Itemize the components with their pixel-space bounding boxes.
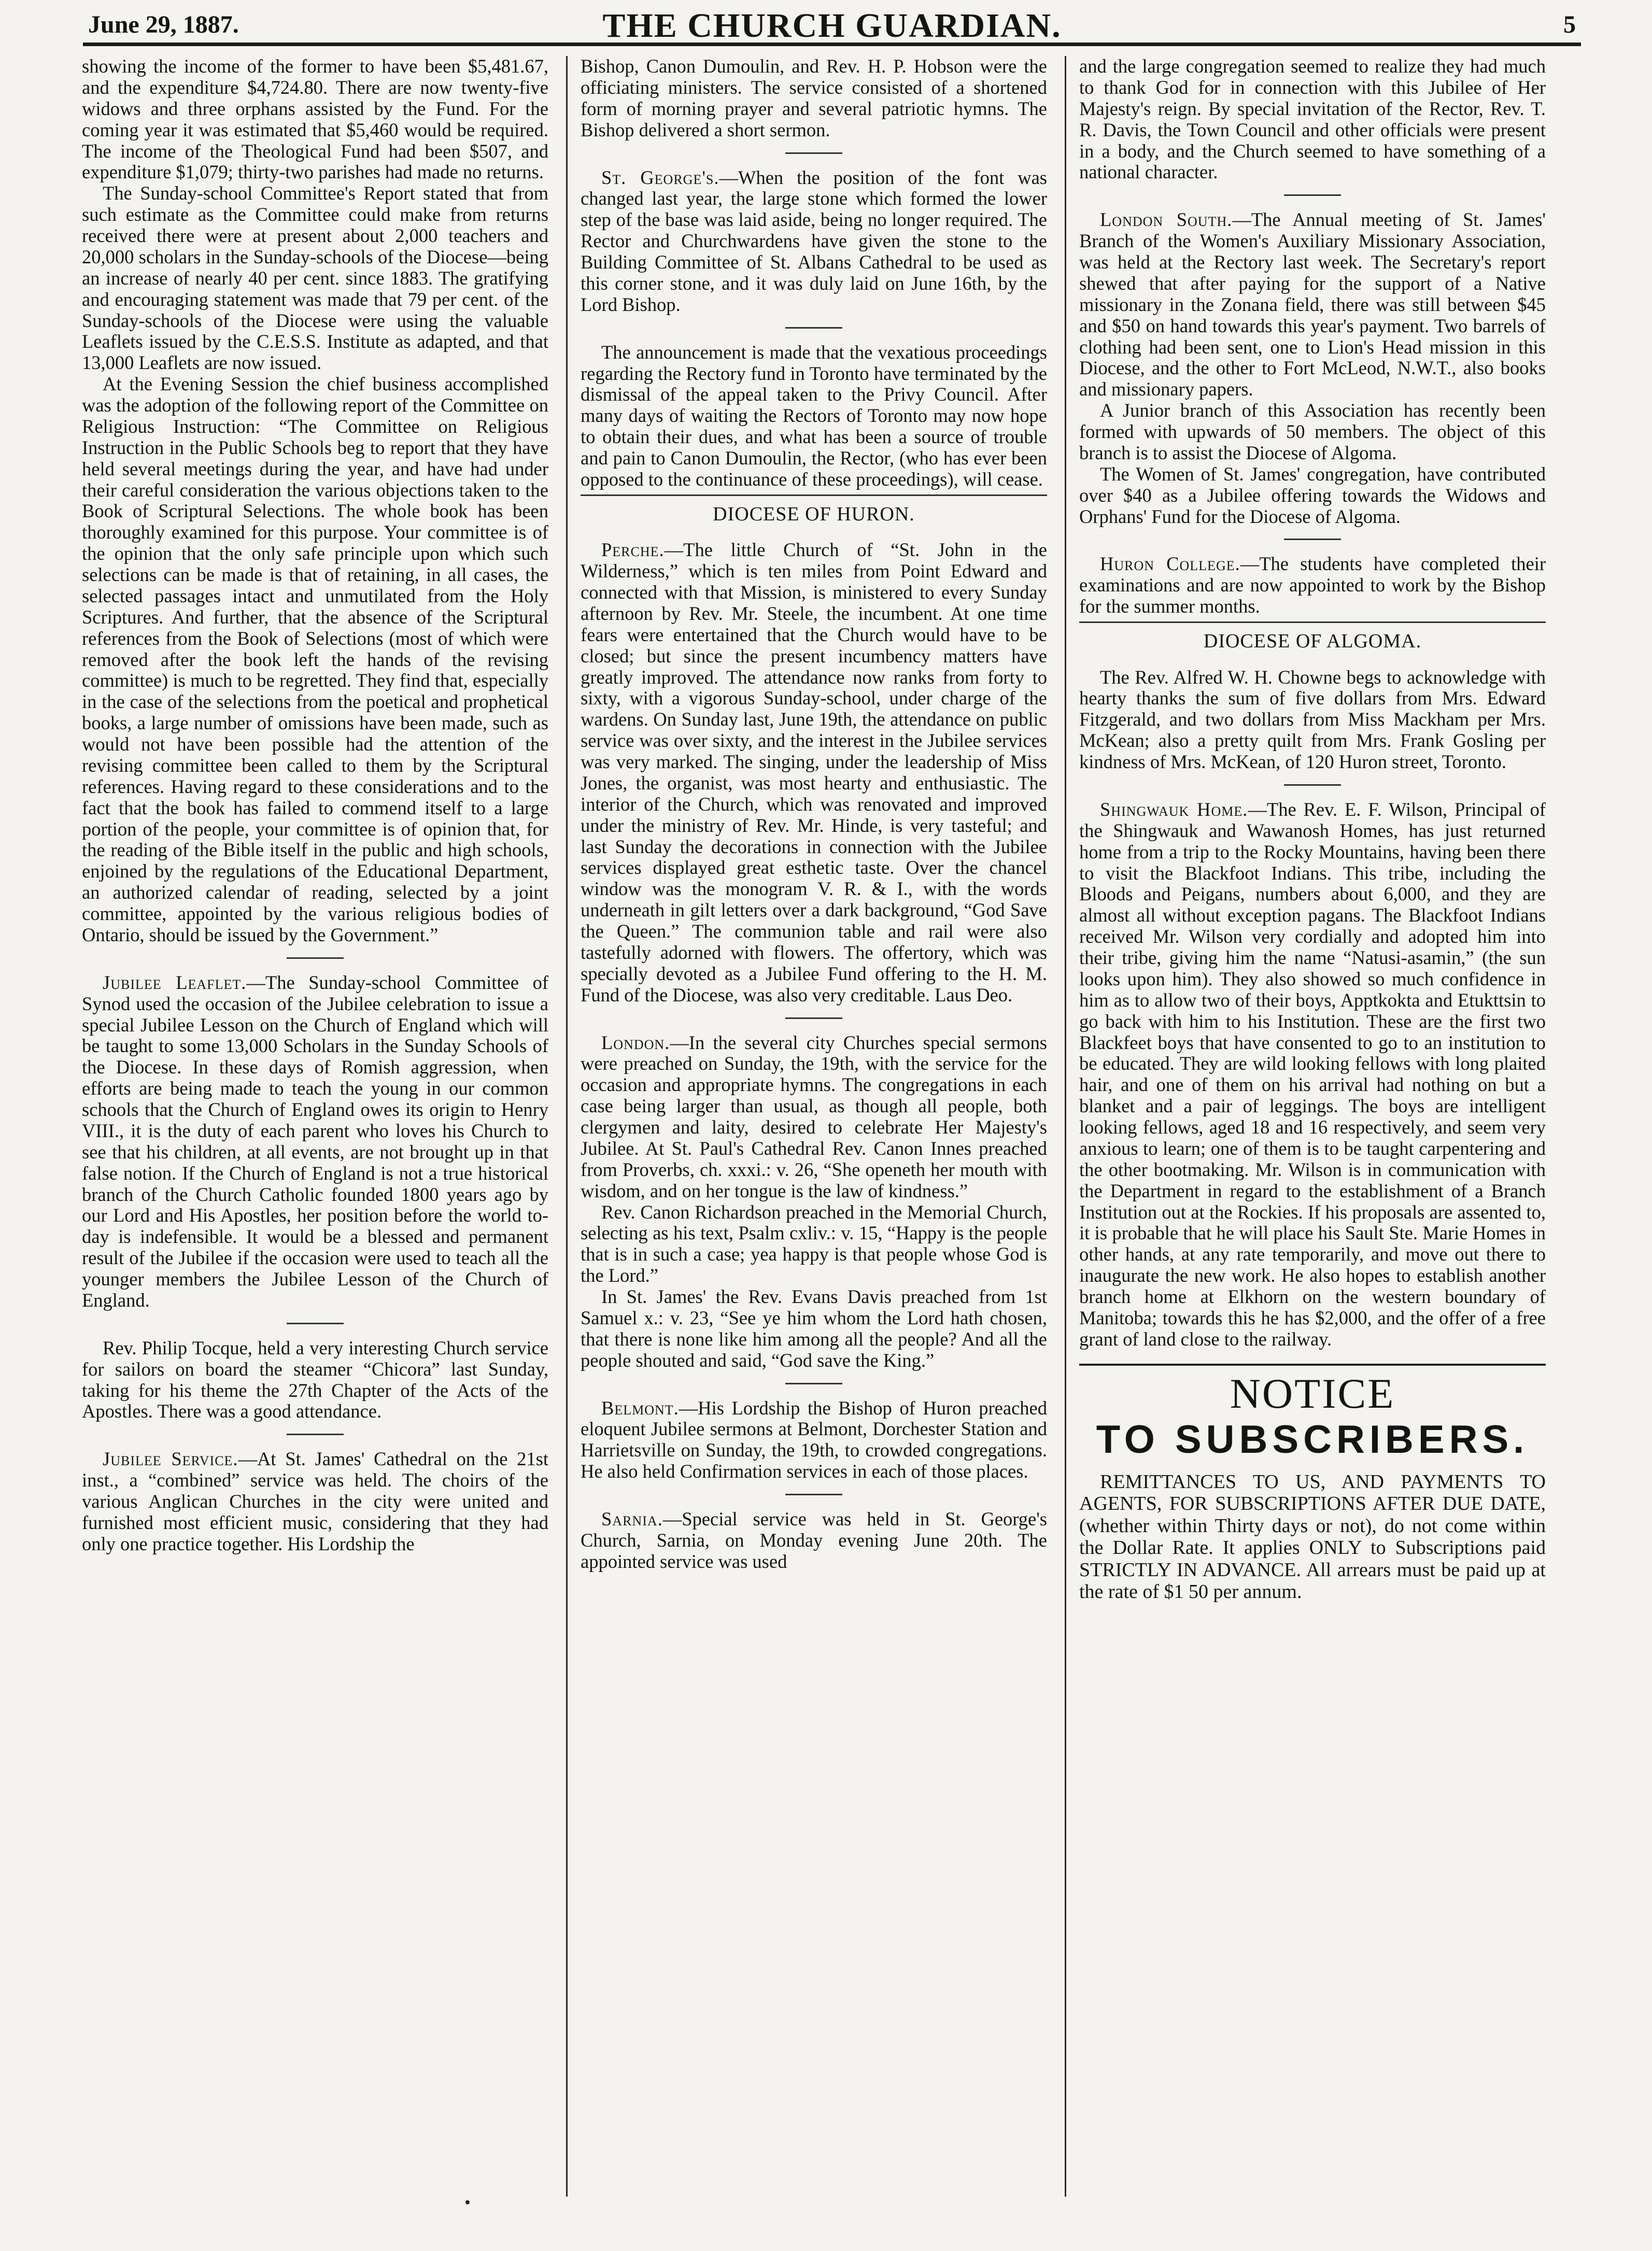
article-paragraph — [581, 1398, 1047, 1483]
section-separator — [1284, 194, 1341, 196]
article-lead-title: Belmont. — [601, 1397, 679, 1419]
section-separator — [785, 1017, 842, 1019]
column-divider — [566, 56, 568, 2197]
article-paragraph — [82, 374, 548, 946]
article-paragraph — [581, 1202, 1047, 1287]
masthead — [83, 6, 1581, 46]
article-paragraph — [82, 183, 548, 374]
column-3 — [1079, 56, 1546, 2207]
article-text: The announcement is made that the vexatious proceedings regarding the Rectory fund in Toronto have terminated by the dismissal of the appeal taken to the Privy Council. After many days of waiting the Rectors of Toronto may now hope to obtain their dues, and what has been a source of trouble and pain to Canon Dumoulin, the Rector, (who has ever been opposed to the continuance of these proceedings), will cease. — [581, 341, 1047, 490]
notice-subheading: TO SUBSCRIBERS. — [1096, 1417, 1529, 1462]
article-text: Bishop, Canon Dumoulin, and Rev. H. P. Hobson were the officiating ministers. The service consisted of a shortened form of morning prayer and several patriotic hymns. The Bishop delivered a short sermon. — [581, 56, 1047, 140]
article-paragraph — [1079, 554, 1546, 617]
notice-heading: NOTICE — [1079, 1364, 1546, 1418]
section-separator — [785, 327, 842, 329]
section-separator — [287, 1434, 344, 1435]
article-text: The Women of St. James' congregation, have contributed over $40 as a Jubilee offering towards the Widows and Orphans' Fund for the Diocese of Algoma. — [1079, 463, 1546, 527]
article-lead-title: London South. — [1100, 209, 1233, 231]
article-text: —In the several city Churches special sermons were preached on Sunday, the 19th, with the service for the occasion and appropriate hymns. The congregations in each case being larger than usual, as though all people, both clergymen and laity, desired to celebrate Her Majesty's Jubilee. At St. Paul's Cathedral Rev. Canon Innes preached from Proverbs, ch. xxxi.: v. 26, “She openeth her mouth with wisdom, and on her tongue is the law of kindness.” — [581, 1031, 1047, 1201]
article-text: In St. James' the Rev. Evans Davis preached from 1st Samuel x.: v. 23, “See ye him whom the Lord hath chosen, that there is none like him among all the people? And all the people shouted and said, “God save the King.” — [581, 1286, 1047, 1371]
article-text: Rev. Canon Richardson preached in the Memorial Church, selecting as his text, Psalm cxliv.: v. 15, “Happy is the people that is in such a case; yea happy is that people whose God is the Lord.” — [581, 1201, 1047, 1286]
article-paragraph — [581, 1286, 1047, 1371]
article-text: —Special service was held in St. George's Church, Sarnia, on Monday evening June 20th. The appointed service was used — [581, 1508, 1047, 1572]
article-lead-title: Huron College. — [1100, 553, 1240, 575]
article-text: —His Lordship the Bishop of Huron preached eloquent Jubilee sermons at Belmont, Dorchester Station and Harrietsville on Sunday, the 19th, to crowded congregations. He also held Confirmation services in each of those places. — [581, 1397, 1047, 1482]
issue-date: June 29, 1887. — [88, 11, 239, 38]
article-paragraph — [82, 1449, 548, 1554]
section-separator — [785, 1383, 842, 1384]
page-number: 5 — [1563, 11, 1576, 38]
article-paragraph — [1079, 799, 1546, 1350]
section-separator — [785, 1494, 842, 1495]
article-paragraph — [1079, 209, 1546, 400]
article-text: —When the position of the font was changed last year, the large stone which formed the lower step of the base was laid aside, being no longer required. The Rector and Churchwardens have given the stone to the Building Committee of St. Albans Cathedral to be used as this corner stone, and it was duly laid on June 16th, by the Lord Bishop. — [581, 166, 1047, 315]
article-lead-title: London. — [601, 1031, 670, 1053]
article-paragraph — [1079, 667, 1546, 773]
section-heading: DIOCESE OF HURON. — [581, 494, 1047, 526]
article-lead-title: Jubilee Service. — [103, 1448, 238, 1470]
article-text: and the large congregation seemed to realize they had much to thank God for in connection with this Jubilee of Her Majesty's reign. By special invitation of the Rector, Rev. T. R. Davis, the Town Council and other officials were present in a body, and the Church seemed to have something of a national character. — [1079, 56, 1546, 183]
section-separator — [1284, 784, 1341, 786]
article-text: Rev. Philip Tocque, held a very interesting Church service for sailors on board the steamer “Chicora” last Sunday, taking for his theme the 27th Chapter of the Acts of the Apostles. There was a good attendance. — [82, 1337, 548, 1422]
article-paragraph — [82, 56, 548, 183]
article-lead-title: Jubilee Leaflet. — [103, 971, 247, 993]
notice-body: REMITTANCES TO US, AND PAYMENTS TO AGENTS, FOR SUBSCRIPTIONS AFTER DUE DATE, (whether within Thirty days or not), do not come within the Dollar Rate. It applies ONLY to Subscriptions paid STRICTLY IN ADVANCE. All arrears must be paid up at the rate of $1 50 per annum. — [1079, 1470, 1546, 1603]
article-text: The Sunday-school Committee's Report stated that from such estimate as the Committee could make from returns received there were at present about 2,000 teachers and 20,000 scholars in the Sunday-schools of the Diocese—being an increase of nearly 40 per cent. since 1883. The gratifying and encouraging statement was made that 79 per cent. of the Sunday-schools of the Diocese were using the valuable Leaflets issued by the C.E.S.S. Institute as adapted, and that 13,000 Leaflets are now issued. — [82, 182, 548, 374]
article-text: —The Rev. E. F. Wilson, Principal of the Shingwauk and Wawanosh Homes, has just returned home from a trip to the Rocky Mountains, having been there to visit the Blackfoot Indians. This tribe, including the Bloods and Peigans, numbers about 6,000, and they are almost all without exception pagans. The Blackfoot Indians received Mr. Wilson very cordially and adopted him into their tribe, giving him the name “Natusi-asamin,” (the sun looks upon him). They also showed so much confidence in him as to allow two of their boys, Apptkokta and Etukttsin to go back with him to his Institution. These are the first two Blackfeet boys that have consented to go to an institution to be educated. They are wild looking fellows with long plaited hair, and one of them on his arrival had nothing on but a blanket and a pair of leggings. The boys are intelligent looking fellows, aged 18 and 16 respectively, and seem very anxious to learn; one of them is to be taught carpentering and the other bootmaking. Mr. Wilson is in communication with the Department in regard to the establishment of a Branch Institution out at the Rockies. If his proposals are assented to, it is probable that he will place his Sault Ste. Marie Homes in other hands, at any rate temporarily, and move out there to inaugurate the new work. He also hopes to establish another branch home at Elkhorn on the western boundary of Manitoba; towards this he has $2,000, and the offer of a free grant of land close to the railway. — [1079, 798, 1546, 1350]
newspaper-title: THE CHURCH GUARDIAN. — [602, 7, 1062, 45]
article-paragraph — [1079, 56, 1546, 183]
section-separator — [287, 957, 344, 959]
article-text: —The Annual meeting of St. James' Branch of the Women's Auxiliary Missionary Association, was held at the Rectory last week. The Secretary's report shewed that after paying for the support of a Native missionary in the Zonana field, there was still between $45 and $50 on hand towards this year's payment. Two barrels of clothing had been sent, one to Lion's Head mission in this Diocese, and the other to Fort McLeod, N.W.T., also books and missionary papers. — [1079, 209, 1546, 400]
article-paragraph — [82, 1338, 548, 1423]
article-paragraph — [581, 1032, 1047, 1202]
article-lead-title: St. George's. — [601, 166, 719, 188]
article-text: —The little Church of “St. John in the Wilderness,” which is ten miles from Point Edward and connected with that Mission, is ministered to every Sunday afternoon by Rev. Mr. Steele, the incumbent. At one time fears were entertained that the Church would have to be closed; but since the present incumbency matters have greatly improved. The attendance now ranks from forty to sixty, with a vigorous Sunday-school, under charge of the wardens. On Sunday last, June 19th, the attendance on public service was over sixty, and the interest in the Jubilee services was very marked. The singing, under the leadership of Miss Jones, the organist, was most hearty and enthusiastic. The interior of the Church, which was renovated and improved under the ministry of Rev. Mr. Hinde, is very tasteful; and last Sunday the decorations in connection with the Jubilee services displayed great esthetic taste. Over the chancel window was the monogram V. R. & I., with the words underneath in gilt letters over a dark background, “God Save the Queen.” The communion table and rail were also tastefully adorned with flowers. The offertory, which was specially devoted as a Jubilee Fund offering to the H. M. Fund of the Diocese, was also very creditable. Laus Deo. — [581, 539, 1047, 1006]
article-lead-title: Shingwauk Home. — [1100, 798, 1248, 820]
article-text: The Rev. Alfred W. H. Chowne begs to acknowledge with hearty thanks the sum of five dollars from Mrs. Edward Fitzgerald, and two dollars from Miss Mackham per Mrs. McKean; also a pretty quilt from Mrs. Frank Gosling per kindness of Mrs. McKean, of 120 Huron street, Toronto. — [1079, 666, 1546, 773]
article-text: At the Evening Session the chief business accomplished was the adoption of the following report of the Committee on Religious Instruction: “The Committee on Religious Instruction in the Public Schools beg to report that they have held several meetings during the year, and have had under their careful consideration the various objections taken to the Book of Scriptural Selections. The whole book has been thoroughly examined for this purpose. Your committee is of the opinion that the only safe principle upon which such selections can be made is that of retaining, in all cases, the selected passages intact and unmutilated from the Holy Scriptures. And further, that the absence of the Scriptural references from the Book of Selections (most of which were removed after the book left the hands of the revising committee) is much to be regretted. They find that, especially in the case of the selections from the poetical and prophetical books, a large number of omissions have been made, such as would not have been possible had the attention of the revising committee been called to them by the Scriptural references. Having regard to these considerations and to the fact that the book has failed to commend itself to a large portion of the people, your committee is of opinion that, for the reading of the Bible itself in the public and high schools, enjoined by the regulations of the Educational Department, an authorized calendar of reading, selected by a joint committee, appointed by the various religious bodies of Ontario, should be issued by the Government.” — [82, 373, 548, 945]
section-separator — [785, 152, 842, 154]
section-heading: DIOCESE OF ALGOMA. — [1079, 621, 1546, 653]
column-1 — [82, 56, 548, 2207]
column-divider — [1065, 56, 1066, 2197]
article-lead-title: Sarnia. — [601, 1508, 663, 1530]
article-text: showing the income of the former to have been $5,481.67, and the expenditure $4,724.80. There are now twenty-five widows and three orphans assisted by the Fund. For the coming year it was estimated that $5,460 would be required. The income of the Theological Fund had been $507, and expenditure $1,079; thirty-two parishes had made no returns. — [82, 56, 548, 183]
article-text: —The students have completed their examinations and are now appointed to work by the Bishop for the summer months. — [1079, 553, 1546, 617]
article-paragraph — [1079, 400, 1546, 464]
article-paragraph — [581, 167, 1047, 316]
column-2 — [581, 56, 1047, 2207]
article-paragraph — [581, 56, 1047, 141]
section-separator — [287, 1323, 344, 1324]
article-paragraph — [581, 540, 1047, 1006]
article-paragraph — [1079, 464, 1546, 528]
section-separator — [1284, 539, 1341, 540]
article-text: —At St. James' Cathedral on the 21st inst., a “combined” service was held. The choirs of the various Anglican Churches in the city were united and furnished most efficient music, considering that they had only one practice together. His Lordship the — [82, 1448, 548, 1554]
article-lead-title: Perche. — [601, 539, 665, 561]
article-text: A Junior branch of this Association has recently been formed with upwards of 50 members. The object of this branch is to assist the Diocese of Algoma. — [1079, 400, 1546, 463]
article-text: —The Sunday-school Committee of Synod used the occasion of the Jubilee celebration to issue a special Jubilee Lesson on the Church of England which will be taught to some 13,000 Scholars in the Sunday Schools of the Diocese. In these days of Romish aggression, when efforts are being made to teach the young in our common schools that the Church of England owes its origin to Henry VIII., it is the duty of each parent who loves his Church to see that his children, at all events, are not brought up in that false notion. If the Church of England is not a true historical branch of the Church Catholic founded 1800 years ago by our Lord and His Apostles, her position before the world to-day is indefensible. It would be a blessed and permanent result of the Jubilee if the occasion were used to teach all the younger members the Jubilee Lesson of the Church of England. — [82, 971, 548, 1311]
column-3-articles — [1079, 56, 1546, 1350]
printer-mark — [465, 2200, 470, 2204]
article-paragraph — [82, 972, 548, 1311]
article-paragraph — [581, 1509, 1047, 1573]
article-paragraph — [581, 342, 1047, 490]
